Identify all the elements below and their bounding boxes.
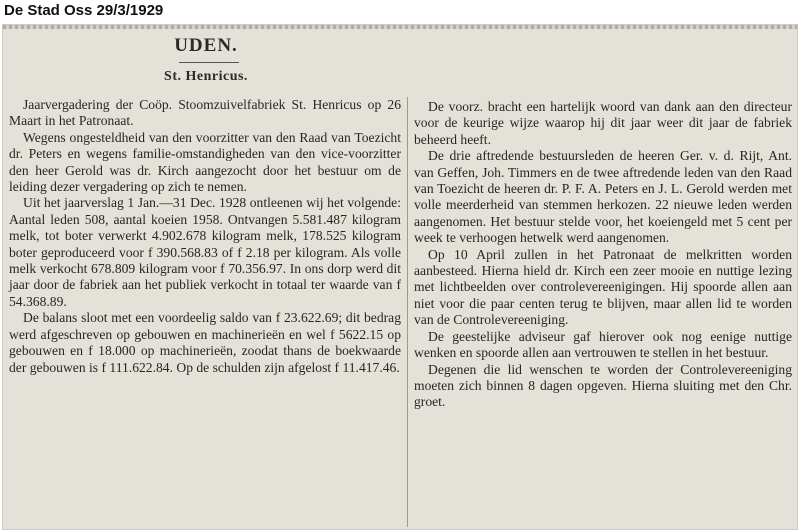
paragraph: Uit het jaarverslag 1 Jan.—31 Dec. 1928 ontleenen wij het volgende: Aantal leden 508, aantal koeien 1958. Ontvangen 5.581.487 kilogram melk, tot boter verwerkt 4.902.678 kilogram melk, 178.525 kilogram boter geproduceerd voor f 390.568.83 of f 2.18 per kilogram. Als volle melk verkocht 678.809 kilogram voor f 70.356.97. In ons dorp werd dit jaar door de fabriek aan het publiek verkocht in totaal ter waarde van f 54.368.89. [9,195,401,309]
paragraph: De balans sloot met een voordeelig saldo van f 23.622.69; dit bedrag werd afgeschreven op gebouwen en machinerieën en wel f 5622.15 op gebouwen en f 18.000 op machinerieën, zoodat thans de boekwaarde der gebouwen is f 111.622.84. Op de schulden zijn afgelost f 11.417.46. [9,310,401,375]
paragraph: Jaarvergadering der Coöp. Stoomzuivelfabriek St. Henricus op 26 Maart in het Patronaat. [9,97,401,129]
paragraph: De geestelijke adviseur gaf hierover ook nog eenige nuttige wenken en spoorde allen aan vertrouwen te stellen in het bestuur. [414,328,792,361]
newspaper-clipping [2,24,798,530]
paragraph: De drie aftredende bestuursleden de heeren Ger. v. d. Rijt, Ant. van Geffen, Joh. Timmers en de twee aftredende leden van den Raad van Toezicht de heeren dr. P. F. A. Peters en J. L. Gerold werden met volle meerderheid van stemmen herkozen. 22 nieuwe leden werden aangenomen. Het bestuur stelde voor, het koeiengeld met 5 cent per week te verhoogen hetwelk werd aangenomen. [414,148,792,246]
left-column [9,97,401,376]
right-column [414,99,792,411]
article-title: UDEN. [174,35,238,56]
top-rule [3,25,797,29]
column-divider [407,97,408,527]
article-subtitle: St. Henricus. [164,69,248,84]
paragraph: Degenen die lid wenschen te worden der Controlevereeniging moeten zich binnen 8 dagen opgeven. Hierna sluiting met den Chr. groet. [414,361,792,410]
title-underline [179,62,239,63]
clipping-source-label: De Stad Oss 29/3/1929 [4,2,164,19]
paragraph: Wegens ongesteldheid van den voorzitter van den Raad van Toezicht dr. Peters en wegens familie-omstandigheden van den vice-voorzitter den heer Gerold was dr. Kirch aangezocht door het bestuur om de leiding dezer vergadering op zich te nemen. [9,129,401,195]
paragraph: De voorz. bracht een hartelijk woord van dank aan den directeur voor de keurige wijze waarop hij dit jaar weer dit jaar de fabriek beheerd heeft. [414,99,792,147]
paragraph: Op 10 April zullen in het Patronaat de melkritten worden aanbesteed. Hierna hield dr. Kirch een zeer mooie en nuttige lezing met lichtbeelden over controlevereenigingen. Hij spoorde allen aan niet voor die paar centen terug te blijven, maar allen lid te worden van de Controlevereeniging. [414,246,792,328]
